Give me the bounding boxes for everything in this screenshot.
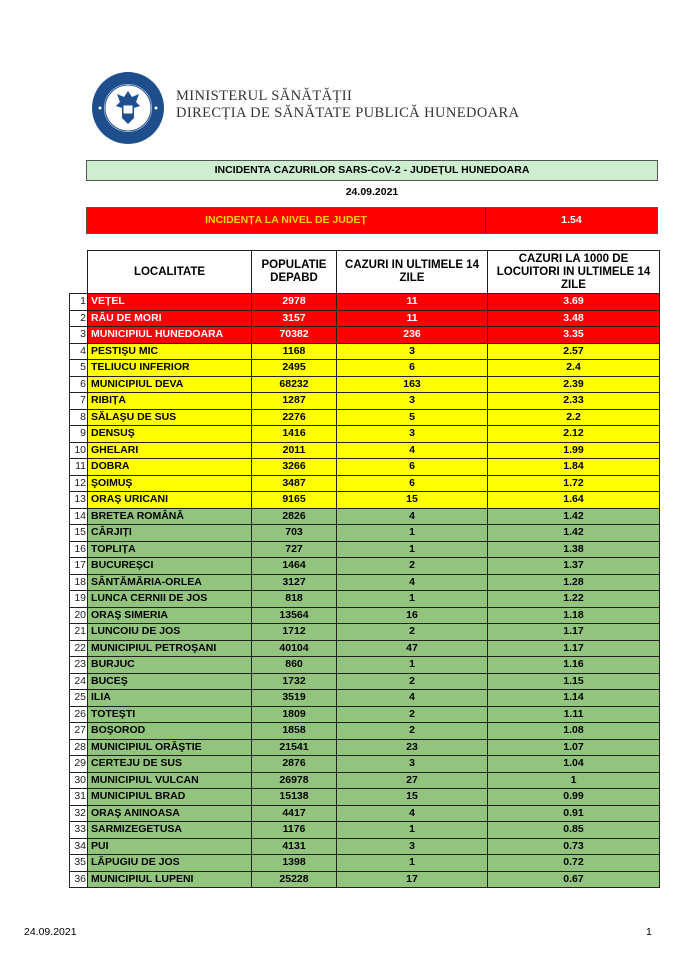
rate-per-1000: 1.84 [488, 459, 660, 476]
locality-name: CERTEJU DE SUS [88, 756, 252, 773]
population: 3487 [252, 475, 337, 492]
rate-per-1000: 2.2 [488, 409, 660, 426]
row-number: 31 [70, 789, 88, 806]
table-row [70, 442, 660, 459]
population: 2978 [252, 294, 337, 311]
population: 1712 [252, 624, 337, 641]
locality-name: LUNCOIU DE JOS [88, 624, 252, 641]
locality-name: MUNICIPIUL ORĂŞTIE [88, 739, 252, 756]
cases-14-days: 11 [337, 310, 488, 327]
row-number: 21 [70, 624, 88, 641]
cases-14-days: 2 [337, 624, 488, 641]
rate-per-1000: 1.17 [488, 624, 660, 641]
cases-14-days: 16 [337, 607, 488, 624]
population: 1287 [252, 393, 337, 410]
population: 21541 [252, 739, 337, 756]
column-header-cases: CAZURI IN ULTIMELE 14 ZILE [337, 251, 488, 294]
row-number: 32 [70, 805, 88, 822]
cases-14-days: 6 [337, 360, 488, 377]
locality-name: RÂU DE MORI [88, 310, 252, 327]
population: 4417 [252, 805, 337, 822]
population: 26978 [252, 772, 337, 789]
incidence-table [69, 250, 660, 888]
row-number: 27 [70, 723, 88, 740]
locality-name: SÂNTĂMĂRIA-ORLEA [88, 574, 252, 591]
row-number: 36 [70, 871, 88, 888]
population: 3157 [252, 310, 337, 327]
population: 703 [252, 525, 337, 542]
population: 3266 [252, 459, 337, 476]
row-number: 1 [70, 294, 88, 311]
rate-per-1000: 2.39 [488, 376, 660, 393]
government-seal-logo [91, 71, 165, 145]
cases-14-days: 2 [337, 558, 488, 575]
cases-14-days: 1 [337, 855, 488, 872]
table-header-row [70, 251, 660, 294]
rate-per-1000: 0.72 [488, 855, 660, 872]
org-line-directorate: DIRECȚIA DE SĂNĂTATE PUBLICĂ HUNEDOARA [176, 105, 520, 121]
row-number: 25 [70, 690, 88, 707]
rate-per-1000: 1.72 [488, 475, 660, 492]
row-number: 10 [70, 442, 88, 459]
row-number: 19 [70, 591, 88, 608]
cases-14-days: 47 [337, 640, 488, 657]
row-number: 4 [70, 343, 88, 360]
row-number: 2 [70, 310, 88, 327]
table-row [70, 723, 660, 740]
population: 727 [252, 541, 337, 558]
rate-per-1000: 2.12 [488, 426, 660, 443]
page-number: 1 [646, 926, 652, 938]
cases-14-days: 11 [337, 294, 488, 311]
table-row [70, 459, 660, 476]
table-row [70, 294, 660, 311]
county-incidence-bar [86, 207, 658, 234]
locality-name: RIBIȚA [88, 393, 252, 410]
locality-name: MUNICIPIUL LUPENI [88, 871, 252, 888]
population: 1168 [252, 343, 337, 360]
column-header-population: POPULATIE DEPABD [252, 251, 337, 294]
column-header-rate: CAZURI LA 1000 DE LOCUITORI IN ULTIMELE 14 ZILE [488, 251, 660, 294]
row-number: 26 [70, 706, 88, 723]
table-row [70, 525, 660, 542]
table-row [70, 772, 660, 789]
cases-14-days: 27 [337, 772, 488, 789]
row-number: 6 [70, 376, 88, 393]
cases-14-days: 2 [337, 706, 488, 723]
row-number: 33 [70, 822, 88, 839]
cases-14-days: 1 [337, 657, 488, 674]
population: 70382 [252, 327, 337, 344]
population: 25228 [252, 871, 337, 888]
cases-14-days: 4 [337, 508, 488, 525]
table-row [70, 822, 660, 839]
locality-name: ORAŞ ANINOASA [88, 805, 252, 822]
cases-14-days: 3 [337, 838, 488, 855]
row-number: 14 [70, 508, 88, 525]
table-row [70, 393, 660, 410]
cases-14-days: 4 [337, 574, 488, 591]
population: 1416 [252, 426, 337, 443]
locality-name: LĂPUGIU DE JOS [88, 855, 252, 872]
locality-name: PESTIŞU MIC [88, 343, 252, 360]
population: 2011 [252, 442, 337, 459]
population: 13564 [252, 607, 337, 624]
row-number-header [70, 251, 88, 294]
table-row [70, 624, 660, 641]
locality-name: DENSUŞ [88, 426, 252, 443]
population: 3127 [252, 574, 337, 591]
table-row [70, 343, 660, 360]
table-row [70, 376, 660, 393]
locality-name: SĂLAŞU DE SUS [88, 409, 252, 426]
organization-name [176, 88, 520, 122]
table-row [70, 475, 660, 492]
locality-name: VEȚEL [88, 294, 252, 311]
table-row [70, 409, 660, 426]
row-number: 24 [70, 673, 88, 690]
locality-name: ORAŞ SIMERIA [88, 607, 252, 624]
cases-14-days: 15 [337, 492, 488, 509]
report-date: 24.09.2021 [345, 186, 399, 198]
table-row [70, 591, 660, 608]
row-number: 20 [70, 607, 88, 624]
locality-name: TELIUCU INFERIOR [88, 360, 252, 377]
table-row [70, 789, 660, 806]
table-row [70, 360, 660, 377]
cases-14-days: 3 [337, 756, 488, 773]
rate-per-1000: 1.64 [488, 492, 660, 509]
report-title: INCIDENTA CAZURILOR SARS-CoV-2 - JUDEȚUL HUNEDOARA [86, 160, 658, 181]
row-number: 29 [70, 756, 88, 773]
rate-per-1000: 1.16 [488, 657, 660, 674]
locality-name: MUNICIPIUL PETROŞANI [88, 640, 252, 657]
row-number: 16 [70, 541, 88, 558]
footer-date: 24.09.2021 [24, 926, 77, 938]
population: 1464 [252, 558, 337, 575]
cases-14-days: 4 [337, 805, 488, 822]
locality-name: BURJUC [88, 657, 252, 674]
table-row [70, 690, 660, 707]
row-number: 22 [70, 640, 88, 657]
cases-14-days: 1 [337, 541, 488, 558]
row-number: 11 [70, 459, 88, 476]
rate-per-1000: 1 [488, 772, 660, 789]
cases-14-days: 3 [337, 343, 488, 360]
row-number: 12 [70, 475, 88, 492]
population: 9165 [252, 492, 337, 509]
locality-name: MUNICIPIUL HUNEDOARA [88, 327, 252, 344]
locality-name: BRETEA ROMÂNĂ [88, 508, 252, 525]
locality-name: LUNCA CERNII DE JOS [88, 591, 252, 608]
rate-per-1000: 1.42 [488, 525, 660, 542]
table-row [70, 508, 660, 525]
cases-14-days: 6 [337, 459, 488, 476]
population: 2495 [252, 360, 337, 377]
locality-name: CÂRJIȚI [88, 525, 252, 542]
rate-per-1000: 0.99 [488, 789, 660, 806]
rate-per-1000: 1.38 [488, 541, 660, 558]
row-number: 18 [70, 574, 88, 591]
cases-14-days: 15 [337, 789, 488, 806]
cases-14-days: 2 [337, 673, 488, 690]
row-number: 23 [70, 657, 88, 674]
locality-name: ORAŞ URICANI [88, 492, 252, 509]
rate-per-1000: 1.28 [488, 574, 660, 591]
rate-per-1000: 2.33 [488, 393, 660, 410]
population: 3519 [252, 690, 337, 707]
rate-per-1000: 1.15 [488, 673, 660, 690]
table-row [70, 673, 660, 690]
table-row [70, 871, 660, 888]
population: 1176 [252, 822, 337, 839]
rate-per-1000: 1.37 [488, 558, 660, 575]
population: 40104 [252, 640, 337, 657]
rate-per-1000: 1.17 [488, 640, 660, 657]
table-row [70, 558, 660, 575]
rate-per-1000: 1.18 [488, 607, 660, 624]
row-number: 34 [70, 838, 88, 855]
row-number: 8 [70, 409, 88, 426]
table-row [70, 855, 660, 872]
locality-name: ILIA [88, 690, 252, 707]
cases-14-days: 163 [337, 376, 488, 393]
locality-name: PUI [88, 838, 252, 855]
rate-per-1000: 1.22 [488, 591, 660, 608]
cases-14-days: 23 [337, 739, 488, 756]
population: 1809 [252, 706, 337, 723]
rate-per-1000: 0.85 [488, 822, 660, 839]
cases-14-days: 1 [337, 525, 488, 542]
table-row [70, 657, 660, 674]
rate-per-1000: 2.4 [488, 360, 660, 377]
population: 15138 [252, 789, 337, 806]
rate-per-1000: 1.99 [488, 442, 660, 459]
population: 68232 [252, 376, 337, 393]
rate-per-1000: 0.91 [488, 805, 660, 822]
locality-name: TOPLIȚA [88, 541, 252, 558]
locality-name: GHELARI [88, 442, 252, 459]
rate-per-1000: 1.07 [488, 739, 660, 756]
locality-name: MUNICIPIUL DEVA [88, 376, 252, 393]
population: 2876 [252, 756, 337, 773]
population: 4131 [252, 838, 337, 855]
population: 860 [252, 657, 337, 674]
cases-14-days: 4 [337, 690, 488, 707]
row-number: 7 [70, 393, 88, 410]
row-number: 5 [70, 360, 88, 377]
locality-name: MUNICIPIUL VULCAN [88, 772, 252, 789]
column-header-locality: LOCALITATE [88, 251, 252, 294]
locality-name: BOŞOROD [88, 723, 252, 740]
rate-per-1000: 3.48 [488, 310, 660, 327]
table-row [70, 541, 660, 558]
table-row [70, 805, 660, 822]
cases-14-days: 6 [337, 475, 488, 492]
cases-14-days: 3 [337, 393, 488, 410]
population: 1732 [252, 673, 337, 690]
rate-per-1000: 3.35 [488, 327, 660, 344]
cases-14-days: 2 [337, 723, 488, 740]
rate-per-1000: 1.11 [488, 706, 660, 723]
cases-14-days: 1 [337, 822, 488, 839]
row-number: 3 [70, 327, 88, 344]
locality-name: BUCEŞ [88, 673, 252, 690]
cases-14-days: 236 [337, 327, 488, 344]
county-incidence-value: 1.54 [561, 214, 582, 226]
row-number: 9 [70, 426, 88, 443]
cases-14-days: 17 [337, 871, 488, 888]
rate-per-1000: 0.67 [488, 871, 660, 888]
table-row [70, 426, 660, 443]
locality-name: ŞOIMUŞ [88, 475, 252, 492]
row-number: 35 [70, 855, 88, 872]
rate-per-1000: 1.42 [488, 508, 660, 525]
cases-14-days: 3 [337, 426, 488, 443]
org-line-ministry: MINISTERUL SĂNĂTĂȚII [176, 88, 353, 104]
table-row [70, 492, 660, 509]
rate-per-1000: 0.73 [488, 838, 660, 855]
locality-name: DOBRA [88, 459, 252, 476]
row-number: 30 [70, 772, 88, 789]
table-row [70, 327, 660, 344]
table-row [70, 310, 660, 327]
row-number: 15 [70, 525, 88, 542]
rate-per-1000: 1.04 [488, 756, 660, 773]
population: 2826 [252, 508, 337, 525]
locality-name: TOTEŞTI [88, 706, 252, 723]
population: 1398 [252, 855, 337, 872]
rate-per-1000: 3.69 [488, 294, 660, 311]
locality-name: SARMIZEGETUSA [88, 822, 252, 839]
rate-per-1000: 2.57 [488, 343, 660, 360]
cases-14-days: 5 [337, 409, 488, 426]
table-row [70, 838, 660, 855]
row-number: 28 [70, 739, 88, 756]
rate-per-1000: 1.08 [488, 723, 660, 740]
county-incidence-label: INCIDENȚA LA NIVEL DE JUDEȚ [87, 208, 486, 233]
cases-14-days: 4 [337, 442, 488, 459]
population: 818 [252, 591, 337, 608]
table-row [70, 574, 660, 591]
locality-name: MUNICIPIUL BRAD [88, 789, 252, 806]
population: 1858 [252, 723, 337, 740]
cases-14-days: 1 [337, 591, 488, 608]
row-number: 17 [70, 558, 88, 575]
row-number: 13 [70, 492, 88, 509]
table-row [70, 640, 660, 657]
table-row [70, 607, 660, 624]
rate-per-1000: 1.14 [488, 690, 660, 707]
table-row [70, 706, 660, 723]
population: 2276 [252, 409, 337, 426]
locality-name: BUCUREŞCI [88, 558, 252, 575]
table-row [70, 739, 660, 756]
table-row [70, 756, 660, 773]
